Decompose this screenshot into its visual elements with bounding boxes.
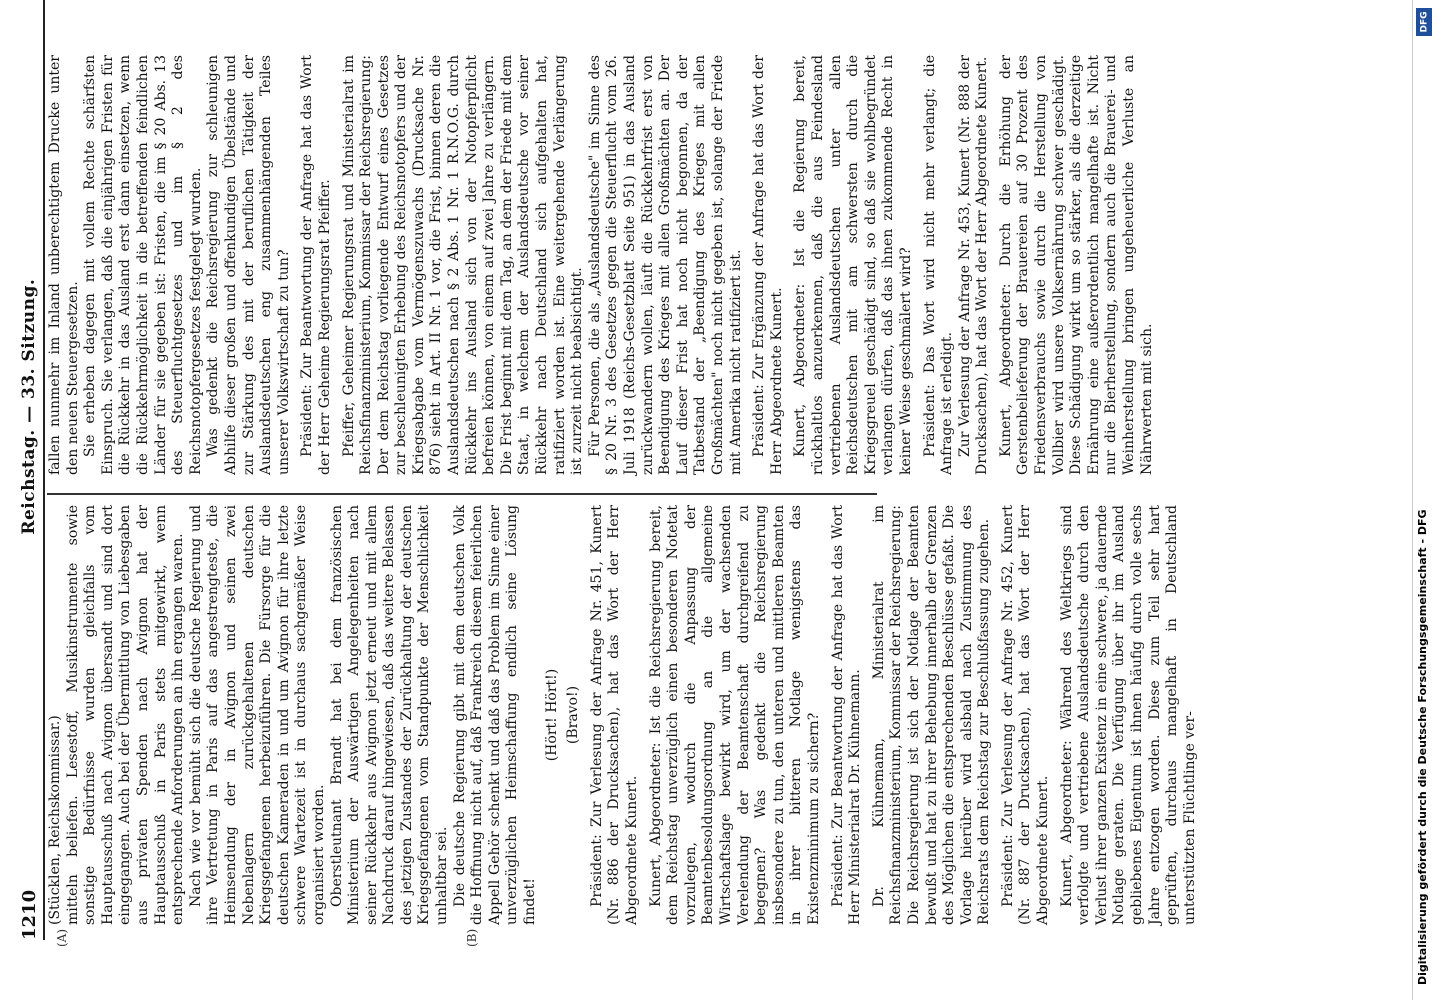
president-remark: Präsident: Zur Beantwortung der Anfrage hat das Wort der Herr Geheime Regierungsrat Pfeiffer. xyxy=(299,55,333,475)
running-head xyxy=(15,0,45,940)
paragraph: Nach wie vor bemüht sich die deutsche Regierung und ihre Vertretung in Paris auf das angestrengteste, die Heimsendung der in Avignon und seinen zwei Nebenlagern zurückgehaltenen deutschen Kriegsgefangenen herbeizuführen. Die Fürsorge für die deutschen Kameraden in und um Avignon für ihre letzte schwere Wartezeit ist in durchaus sachgemäßer Weise organisiert worden. xyxy=(187,505,327,925)
page-title: Reichstag. — 33. Sitzung. xyxy=(19,278,39,535)
right-column xyxy=(47,55,1156,475)
paragraph: Die deutsche Regierung gibt mit dem deutschen Volk die Hoffnung nicht auf, daß Frankreich diesem feierlichen Appell Gehör schenkt und daß das Problem im Sinne einer unverzüglichen Heimschaffung endlich seine Lösung findet! xyxy=(451,505,539,925)
margin-mark-b: (B) xyxy=(465,928,479,947)
speaker-continuation: (Stücklen, Reichskommissar.) xyxy=(47,715,63,925)
president-remark: Präsident: Zur Verlesung der Anfrage Nr. 452, Kunert (Nr. 887 der Drucksachen), hat das Wort der Herr Abgeordnete Kunert. xyxy=(999,505,1052,925)
paragraph: Zur Verlesung der Anfrage Nr. 453, Kunert (Nr. 888 der Drucksachen), hat das Wort der Herr Abgeordnete Kunert. xyxy=(956,55,991,475)
paragraph: mitteln beliefen. Lesestoff, Musikinstrumente sowie sonstige Bedürfnisse wurden gleichfalls vom Hauptausschuß nach Avignon übersandt und sind dort eingegangen. Auch bei der Übermittlung von Liebesgaben aus privaten Spenden nach Avignon hat der Hauptausschuß in Paris stets mitgewirkt, wenn entsprechende Anforderungen an ihn ergangen waren. xyxy=(64,505,187,925)
interjection: (Bravo!) xyxy=(565,685,582,745)
speaker-remark: Kunert, Abgeordneter: Durch die Erhöhung der Gerstenbelieferung der Brauereien auf 30 Prozent des Friedensverbrauchs sowie durch die Herstellung von Vollbier wird unsere Volksernährung schwer geschädigt. Diese Schädigung wirkt um so stärker, als die derzeitige Ernährung eine außerordentlich mangelhafte ist. Nicht nur die Bierherstellung, sondern auch die Brauerei- und Weinherstellung bringen ungeheuerliche Verluste an Nährwerten mit sich. xyxy=(997,55,1155,475)
column-divider xyxy=(47,493,877,495)
president-remark: Präsident: Zur Verlesung der Anfrage Nr. 451, Kunert (Nr. 886 der Drucksachen), hat das Wort der Herr Abgeordnete Kunert. xyxy=(588,505,640,925)
president-remark: Präsident: Zur Ergänzung der Anfrage hat das Wort der Herr Abgeordnete Kunert. xyxy=(751,55,785,475)
speaker-remark: Dr. Kühnemann, Ministerialrat im Reichsfinanzministerium, Kommissar der Reichsregierung: Die Reichsregierung ist sich der Notlage der Beamten bewußt und hat zu ihrer Behebung innerhalb der Grenzen des Möglichen die entsprechenden Beschlüsse gefaßt. Die Vorlage hierüber wird alsbald nach Zustimmung des Reichsrats dem Reichstag zur Beschlußfassung zugehen. xyxy=(870,505,993,925)
interjection: (Hört! Hört!) xyxy=(543,668,560,762)
digitization-credit: Digitalisierung gefördert durch die Deutsche Forschungsgemeinschaft - DFG xyxy=(1416,509,1429,985)
margin-mark-a: (A) xyxy=(55,928,69,947)
president-remark: Präsident: Das Wort wird nicht mehr verlangt; die Anfrage ist erledigt. xyxy=(921,55,956,475)
rotated-page xyxy=(0,55,1355,995)
dfg-logo: DFG xyxy=(1416,8,1432,36)
side-divider xyxy=(1412,0,1413,1000)
paragraph: Sie erheben dagegen mit vollem Rechte schärfsten Einspruch. Sie verlangen, daß die einjährigen Fristen für die Rückkehr in das Ausland erst dann einsetzen, wenn die Rückkehrmöglichkeit in die betreffenden feindlichen Länder für sie gegeben ist: Fristen, die im § 20 Abs. 13 des Steuerfluchtgesetzes und im § 2 des Reichsnotopfergesetzes festgelegt wurden. xyxy=(82,55,204,475)
president-remark: Präsident: Zur Beantwortung der Anfrage hat das Wort Herr Ministerialrat Dr. Kühnemann. xyxy=(829,505,864,925)
paragraph: Oberstleutnant Brandt hat bei dem französischen Ministerium der Auswärtigen Angelegenheiten nach seiner Rückkehr aus Avignon jetzt erneut und mit allem Nachdruck darauf hingewiesen, daß das weitere Belassen des jetzigen Zustandes der Zurückhaltung der deutschen Kriegsgefangenen vom Standpunkte der Menschlichkeit unhaltbar sei. xyxy=(328,505,451,925)
speaker-remark: Kunert, Abgeordneter: Ist die Reichsregierung bereit, dem Reichstag unverzüglich einen besonderen Notetat vorzulegen, wodurch die Anpassung der Beamtenbesoldungsordnung an die allgemeine Wirtschaftslage bewirkt wird, um der wachsenden Verelendung der Beamtenschaft durchgreifend zu begegnen? Was gedenkt die Reichsregierung insbesondere zu tun, den unteren und mittleren Beamten in ihrer bitteren Notlage wenigstens das Existenzminimum zu sichern? xyxy=(647,505,822,925)
left-column xyxy=(47,505,1199,925)
paragraph: Für Personen, die als „Auslandsdeutsche" im Sinne des § 20 Nr. 3 des Gesetzes gegen die Steuerflucht vom 26. Juli 1918 (Reichs-Gesetzblatt Seite 951) in das Ausland zurückwandern wollen, läuft die Rückkehrfrist erst von Beendigung des Krieges mit allen Großmächten an. Der Lauf dieser Frist hat noch nicht begonnen, da der Tatbestand der „Beendigung des Krieges mit allen Großmächten" noch nicht gegeben ist, solange der Friede mit Amerika nicht ratifiziert ist. xyxy=(586,55,744,475)
paragraph: fallen nunmehr im Inland unberechtigtem Drucke unter den neuen Steuergesetzen. xyxy=(47,55,81,475)
speaker-remark: Kunert, Abgeordneter: Ist die Regierung bereit, rückhaltlos anzuerkennen, daß die aus Feindesland vertriebenen Auslandsdeutschen unter allen Reichsdeutschen mit am schwersten durch die Kriegsgreuel geschädigt sind, so daß sie wohlbegründet verlangen dürfen, daß das ihnen zukommende Recht in keiner Weise geschmälert wird? xyxy=(792,55,914,475)
page-number: 1210 xyxy=(18,889,40,940)
speaker-remark: Kunert, Abgeordneter: Während des Weltkriegs sind verfolgte und vertriebene Auslandsdeutsche durch den Verlust ihrer ganzen Existenz in eine schwere, ja dauernde Notlage geraten. Die Verfügung über ihr im Ausland gebliebenes Eigentum ist ihnen häufig durch volle sechs Jahre entzogen worden. Diese zum Teil sehr hart geprüften, durchaus mangelhaft in Deutschland unterstützten Flüchtlinge ver- xyxy=(1058,505,1198,925)
paragraph: Was gedenkt die Reichsregierung zur schleunigen Abhilfe dieser großen und offenkundigen Übelstände und zur Stärkung des mit der beruflichen Tätigkeit der Auslandsdeutschen eng zusammenhängenden Teiles unserer Volkswirtschaft zu tun? xyxy=(205,55,292,475)
speaker-remark: Pfeiffer, Geheimer Regierungsrat und Ministerialrat im Reichsfinanzministerium, Kommissar der Reichsregierung: Der dem Reichstag vorliegende Entwurf eines Gesetzes zur beschleunigten Erhebung des Reichsnotopfers und der Kriegsabgabe vom Vermögenszuwachs (Drucksache Nr. 876) sieht in Art. II Nr. 1 vor, die Frist, binnen deren die Auslandsdeutschen nach § 2 Abs. 1 Nr. 1 R.N.O.G. durch Rückkehr ins Ausland sich von der Notopferpflicht befreien können, von einem auf zwei Jahre zu verlängern. Die Frist beginnt mit dem Tag, an dem der Friede mit dem Staat, in welchem der Auslandsdeutsche vor seiner Rückkehr nach Deutschland sich aufgehalten hat, ratifiziert worden ist. Eine weitergehende Verlängerung ist zurzeit nicht beabsichtigt. xyxy=(340,55,586,475)
